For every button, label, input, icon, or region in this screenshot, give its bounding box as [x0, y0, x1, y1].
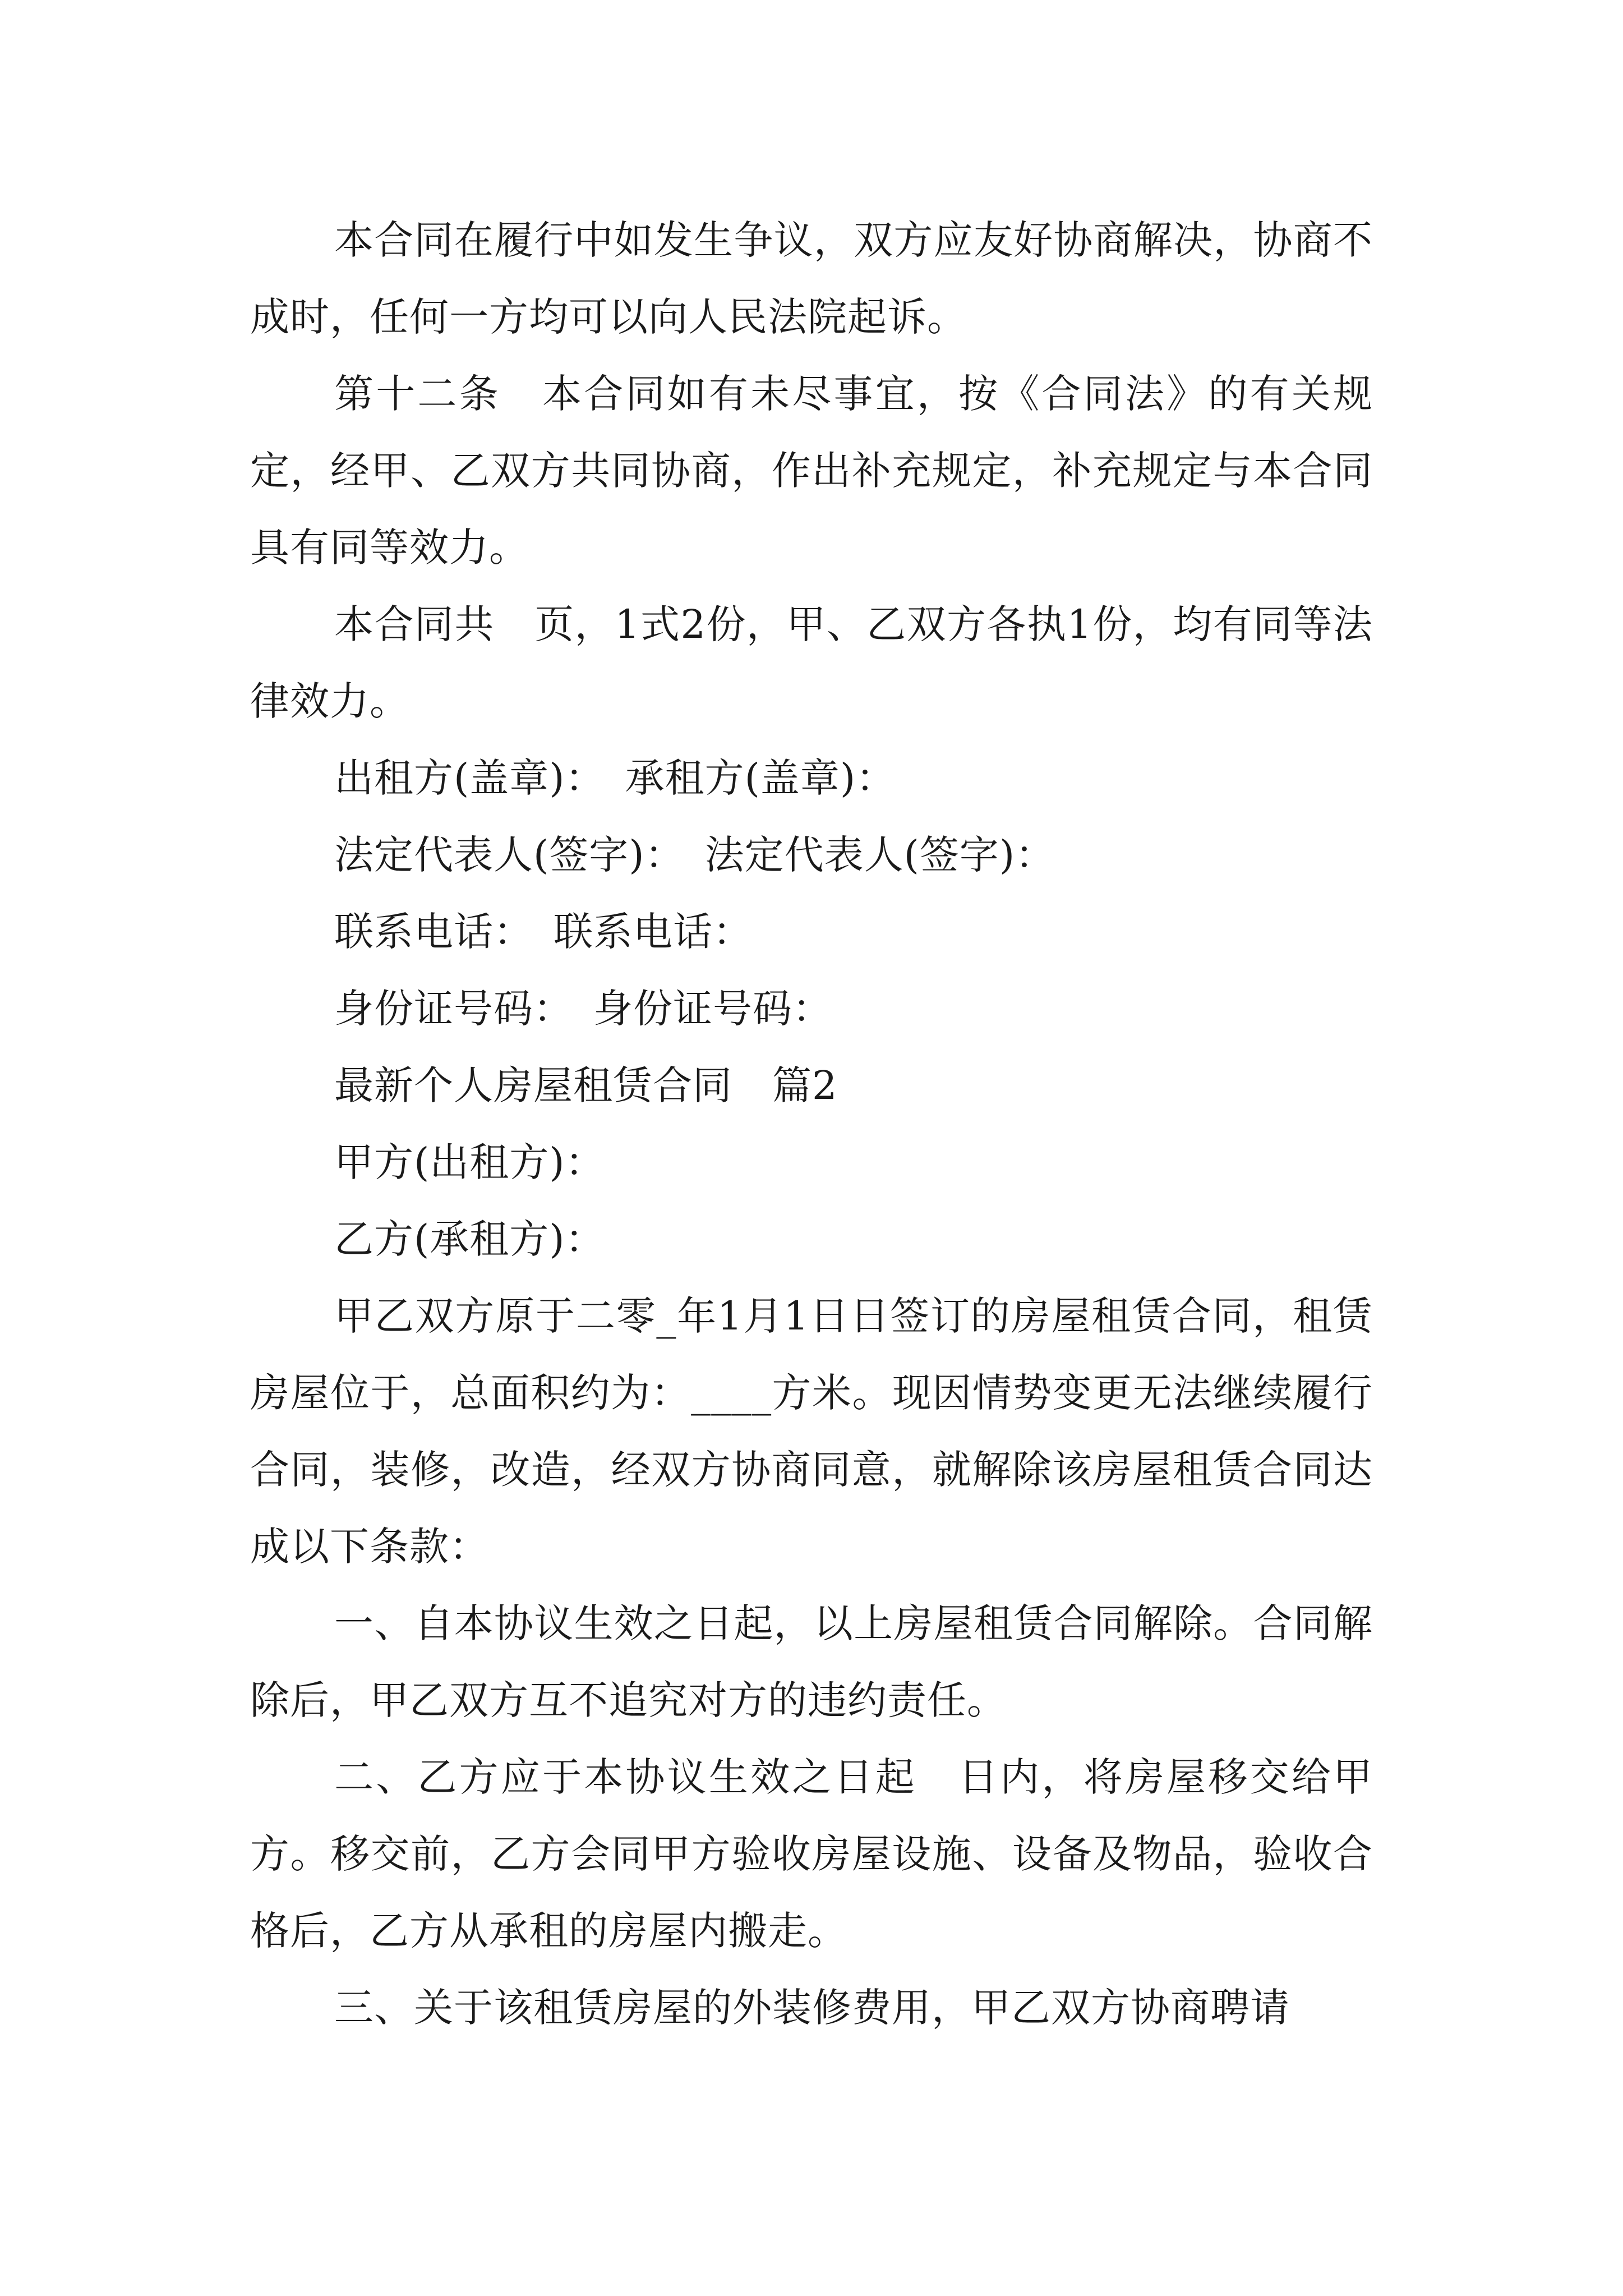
- clause-1: 一、自本协议生效之日起，以上房屋租赁合同解除。合同解除后，甲乙双方互不追究对方的违约责任。: [250, 1600, 1373, 1723]
- paragraph-background: 甲乙双方原于二零_年1月1日日签订的房屋租赁合同，租赁房屋位于，总面积约为：____方米。现因情势变更无法继续履行合同，装修，改造，经双方协商同意，就解除该房屋租赁合同达成以下条款：: [250, 1293, 1373, 1570]
- document-body: [250, 202, 1373, 2046]
- clause-3: 三、关于该租赁房屋的外装修费用，甲乙双方协商聘请: [334, 1985, 1290, 2031]
- signature-lessor-lessee: 出租方(盖章)： 承租方(盖章)：: [334, 755, 896, 801]
- paragraph-dispute: 本合同在履行中如发生争议，双方应友好协商解决，协商不成时，任何一方均可以向人民法院起诉。: [250, 217, 1373, 340]
- signature-legal-representative: 法定代表人(签字)： 法定代表人(签字)：: [334, 832, 1055, 878]
- party-a: 甲方(出租方)：: [334, 1139, 605, 1185]
- signature-phone: 联系电话： 联系电话：: [334, 909, 753, 955]
- signature-id-number: 身份证号码： 身份证号码：: [334, 986, 832, 1032]
- paragraph-copies: 本合同共 页，1式2份，甲、乙双方各执1份，均有同等法律效力。: [250, 601, 1373, 724]
- section-title-contract-2: 最新个人房屋租赁合同 篇2: [334, 1062, 838, 1108]
- clause-2: 二、乙方应于本协议生效之日起 日内，将房屋移交给甲方。移交前，乙方会同甲方验收房屋设施、设备及物品，验收合格后，乙方从承租的房屋内搬走。: [250, 1754, 1373, 1954]
- paragraph-article-12: 第十二条 本合同如有未尽事宜，按《合同法》的有关规定，经甲、乙双方共同协商，作出补充规定，补充规定与本合同具有同等效力。: [250, 371, 1373, 570]
- party-b: 乙方(承租方)：: [334, 1216, 605, 1262]
